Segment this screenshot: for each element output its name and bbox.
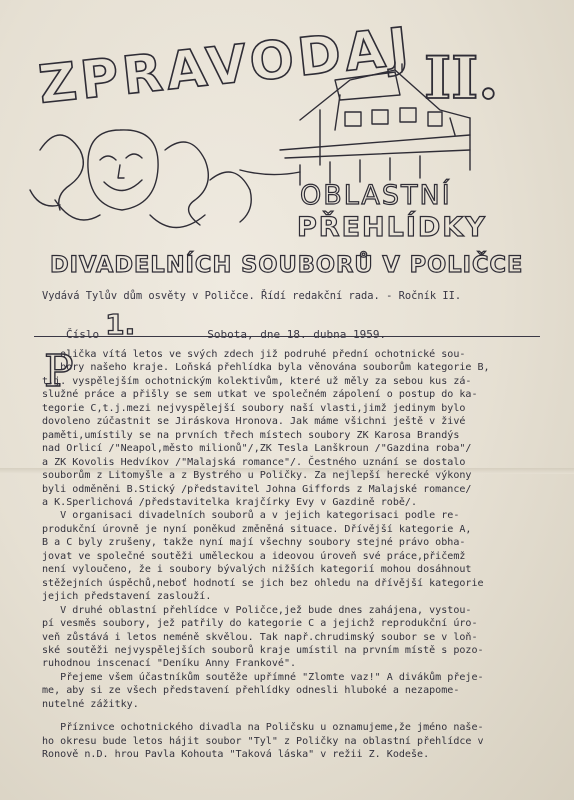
- text-line: jejich představení zaslouží.: [42, 591, 212, 603]
- text-line: ruhodnou inscenací "Deníku Anny Frankové".: [42, 658, 297, 670]
- text-line: veň zůstává i letos neméně skvělou. Tak např.chrudimský soubor se v loň-: [42, 631, 478, 643]
- text-line: byli odměněni B.Stický /představitel Johna Giffords z Malajské romance/: [42, 483, 472, 495]
- text-line: B a C byly zrušeny, takže nyní mají všechny soubory stejné právo obha-: [42, 537, 466, 549]
- header-divider: [34, 336, 540, 337]
- drop-cap: P: [44, 346, 74, 397]
- text-line: tegorie C,t.j.mezi nejvyspělejší soubory naší vlasti,jimž jedinym bylo: [42, 402, 466, 414]
- text-line: ské soutěži nejvyspělejších souborů kraje umístil na prvním místě s pozo-: [42, 644, 484, 656]
- text-line: ho okresu bude letos hájit soubor "Tyl" z Poličky na oblastní přehlídce v: [42, 735, 484, 747]
- publisher-line: Vydává Tylův dům osvěty v Poličce. Řídí redakční rada. - Ročník II.: [42, 290, 462, 302]
- subtitle-line-3: DIVADELNÍCH SOUBORŮ V POLIČCE: [50, 252, 524, 278]
- text-line: produkční úrovně je nyní poněkud změněná situace. Dřívější kategorie A,: [42, 523, 472, 535]
- text-line: V organisaci divadelních souborů a v jejich kategorisaci podle re-: [42, 510, 460, 522]
- text-line: a K.Sperlichová /představitelka krajčírky Evy v Gazdině robě/.: [42, 496, 418, 508]
- text-line: a ZK Kovolis Hedvíkov /"Malajská romance"/. Čestného uznání se dostalo: [42, 456, 466, 468]
- text-line: dovoleno zúčastnit se Jiráskova Hronova. Jak máme všichni ještě v živé: [42, 416, 466, 428]
- text-line: jovat ve společné soutěži uměleckou a ideovou úroveň své práce,přičemž: [42, 550, 466, 562]
- article-body: [42, 348, 552, 762]
- text-line: nad Orlicí /"Neapol,město milionů"/,ZK Tesla Lanškroun /"Gazdina roba"/: [42, 443, 472, 455]
- subtitle-line-1: OBLASTNÍ: [300, 180, 452, 211]
- issue-label: Číslo: [66, 328, 100, 341]
- text-line: bory našeho kraje. Loňská přehlídka byla věnována souborům kategorie B,: [42, 362, 490, 374]
- text-line: nutelné zážitky.: [42, 698, 139, 710]
- text-line: stěžejních úspěchů,neboť hodnotí se jich bez ohledu na dřívější kategorie: [42, 577, 484, 589]
- volume-number: II.: [424, 44, 499, 112]
- text-line: souborům z Litomyšle a z Bystrého u Poličky. Za nejlepší herecké výkony: [42, 470, 472, 482]
- text-line: olička vítá letos ve svých zdech již podruhé přední ochotnické sou-: [42, 349, 466, 360]
- issue-number: 1.: [105, 308, 136, 341]
- text-line: V druhé oblastní přehlídce v Poličce,jež bude dnes zahájena, vystou-: [42, 604, 472, 616]
- text-line: Ronově n.D. hrou Pavla Kohouta "Taková láska" v režii Z. Kodeše.: [42, 749, 430, 761]
- text-line: t.j. vyspělejším ochotnickým kolektivům, které už měly za sebou kus zá-: [42, 375, 472, 387]
- text-line: Přejeme všem účastníkům soutěže upřímné "Zlomte vaz!" A divákům přeje-: [42, 671, 484, 683]
- closing-note: [42, 721, 552, 761]
- text-line: me, aby si ze všech představení přehlídky odnesli hluboké a nezapome-: [42, 685, 460, 697]
- text-line: pí vesměs soubory, jež patřily do kategorie C a jejichž reprodukční úro-: [42, 618, 478, 630]
- issue-line: [66, 308, 387, 345]
- text-line: není vyloučeno, že i soubory bývalých nižších kategorií mohou dosáhnout: [42, 564, 472, 576]
- text-line: služné práce a přišly se sem utkat ve společném zápolení o postup do ka-: [42, 389, 478, 401]
- masthead-title: ZPRAVODAJ: [36, 16, 416, 116]
- issue-date: Sobota, dne 18. dubna 1959.: [207, 328, 387, 341]
- text-line: Příznivce ochotnického divadla na Poličsku u oznamujeme,že jméno naše-: [42, 722, 484, 734]
- subtitle-line-2: PŘEHLÍDKY: [297, 212, 487, 243]
- article-text: [42, 348, 552, 711]
- masthead: [0, 0, 574, 290]
- text-line: paměti,umístily se na prvních třech místech soubory ZK Karosa Brandýs: [42, 429, 460, 441]
